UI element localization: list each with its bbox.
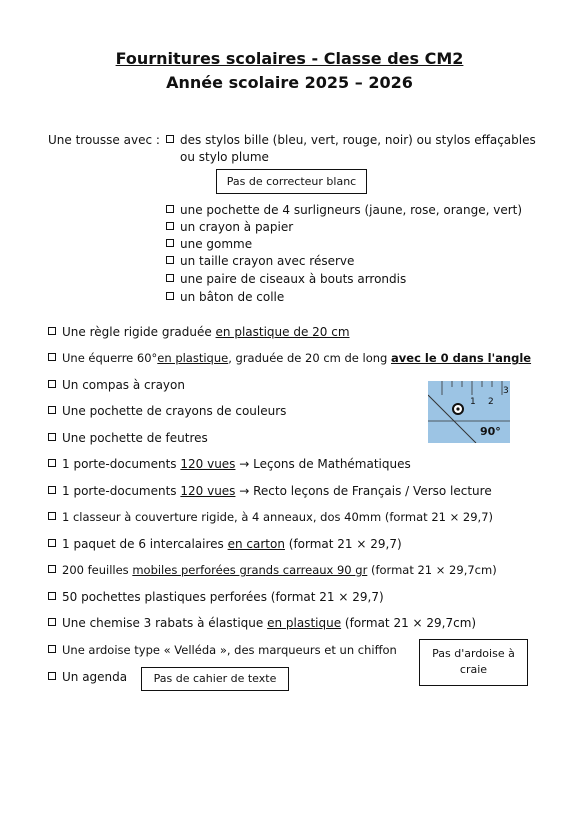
trousse-item-stylos-cont: ou stylo plume <box>180 150 269 164</box>
list-item-crayons <box>48 404 286 419</box>
item-text: 1 paquet de 6 intercalaires <box>62 537 228 551</box>
list-item-classeur <box>48 510 493 525</box>
checkbox[interactable] <box>48 565 56 573</box>
item-text: Une règle rigide graduée <box>62 325 216 339</box>
list-item-compas <box>48 378 185 393</box>
checkbox[interactable] <box>48 672 56 680</box>
item-text: (format 21 × 29,7cm) <box>367 563 497 577</box>
item-text: Une pochette de crayons de couleurs <box>62 404 287 418</box>
item-text: Une chemise 3 rabats à élastique <box>62 616 268 630</box>
checkbox[interactable] <box>48 327 56 335</box>
note-ardoise-craie <box>419 639 528 686</box>
list-item-feuilles <box>48 563 497 578</box>
item-text: (format 21 × 29,7) <box>284 537 402 551</box>
list-item-equerre <box>48 351 531 366</box>
trousse-item <box>166 220 293 235</box>
item-text-underlined: en plastique <box>267 616 342 630</box>
checkbox[interactable] <box>166 222 174 230</box>
item-text: 1 classeur à couverture rigide, à 4 anneaux, dos 40mm (format 21 × 29,7) <box>62 510 494 524</box>
item-text: 1 porte-documents <box>62 457 181 471</box>
checkbox[interactable] <box>166 292 174 300</box>
ruler-illustration <box>428 381 510 443</box>
ruler-tick-label: 3 <box>503 386 509 396</box>
note-correcteur: Pas de correcteur blanc <box>216 169 367 194</box>
checkbox[interactable] <box>48 380 56 388</box>
item-text-underlined: 120 vues <box>180 484 236 498</box>
item-text-underlined: 120 vues <box>180 457 236 471</box>
trousse-item <box>166 290 284 305</box>
checkbox[interactable] <box>48 618 56 626</box>
item-text: des stylos bille (bleu, vert, rouge, noir) ou stylos effaçables <box>180 133 536 147</box>
item-text: un bâton de colle <box>180 290 285 304</box>
trousse-label: Une trousse avec : <box>48 133 160 147</box>
checkbox[interactable] <box>48 406 56 414</box>
item-text: , graduée de 20 cm de long <box>228 351 392 365</box>
checkbox[interactable] <box>48 486 56 494</box>
checkbox[interactable] <box>48 459 56 467</box>
list-item-ardoise <box>48 643 397 658</box>
list-item-porte-docs-francais <box>48 484 492 499</box>
note-cahier-texte: Pas de cahier de texte <box>141 667 289 691</box>
page-subtitle: Année scolaire 2025 – 2026 <box>166 73 413 92</box>
list-item-regle <box>48 325 350 340</box>
trousse-item <box>166 254 354 269</box>
item-text-underlined: avec le 0 dans l'angle <box>391 351 532 365</box>
list-item-chemise <box>48 616 476 631</box>
item-text: un taille crayon avec réserve <box>180 254 355 268</box>
checkbox[interactable] <box>48 645 56 653</box>
item-text: 50 pochettes plastiques perforées (format 21 × 29,7) <box>62 590 384 604</box>
list-item-porte-docs-maths <box>48 457 411 472</box>
item-text: 200 feuilles <box>62 563 133 577</box>
item-text: Un agenda <box>62 670 128 684</box>
ruler-tick-label: 1 <box>470 397 476 407</box>
checkbox[interactable] <box>166 135 174 143</box>
item-text: Une pochette de feutres <box>62 431 208 445</box>
checkbox[interactable] <box>166 274 174 282</box>
item-text: une pochette de 4 surligneurs (jaune, rose, orange, vert) <box>180 203 523 217</box>
note-line: Pas d'ardoise à <box>432 647 515 660</box>
list-item-feutres <box>48 431 208 446</box>
checkbox[interactable] <box>166 205 174 213</box>
item-text: une gomme <box>180 237 253 251</box>
item-text: Une ardoise type « Velléda », des marqueurs et un chiffon <box>62 643 397 657</box>
list-item-agenda <box>48 670 127 685</box>
checkbox[interactable] <box>166 239 174 247</box>
checkbox[interactable] <box>48 539 56 547</box>
ruler-tick-label: 2 <box>488 397 494 407</box>
ruler-angle-label: 90° <box>480 425 501 438</box>
list-item-pochettes <box>48 590 384 605</box>
item-text: Une équerre 60° <box>62 351 158 365</box>
item-text-underlined: en plastique <box>157 351 229 365</box>
checkbox[interactable] <box>48 512 56 520</box>
checkbox[interactable] <box>48 592 56 600</box>
item-text: un crayon à papier <box>180 220 294 234</box>
item-text-underlined: en plastique de 20 cm <box>215 325 350 339</box>
item-text: 1 porte-documents <box>62 484 181 498</box>
trousse-item <box>166 203 522 218</box>
trousse-item-stylos <box>166 133 536 148</box>
trousse-item <box>166 237 252 252</box>
checkbox[interactable] <box>48 433 56 441</box>
trousse-item <box>166 272 406 287</box>
item-text: → Recto leçons de Français / Verso lecture <box>235 484 492 498</box>
item-text: (format 21 × 29,7cm) <box>341 616 477 630</box>
item-text: Un compas à crayon <box>62 378 185 392</box>
item-text: → Leçons de Mathématiques <box>235 457 411 471</box>
item-text-underlined: en carton <box>227 537 285 551</box>
page-title: Fournitures scolaires - Classe des CM2 <box>115 49 464 68</box>
list-item-intercalaires <box>48 537 402 552</box>
checkbox[interactable] <box>48 353 56 361</box>
item-text: une paire de ciseaux à bouts arrondis <box>180 272 407 286</box>
compass-center-icon <box>456 407 459 410</box>
item-text-underlined: mobiles perforées grands carreaux 90 gr <box>132 563 368 577</box>
checkbox[interactable] <box>166 256 174 264</box>
note-line: craie <box>459 663 488 676</box>
